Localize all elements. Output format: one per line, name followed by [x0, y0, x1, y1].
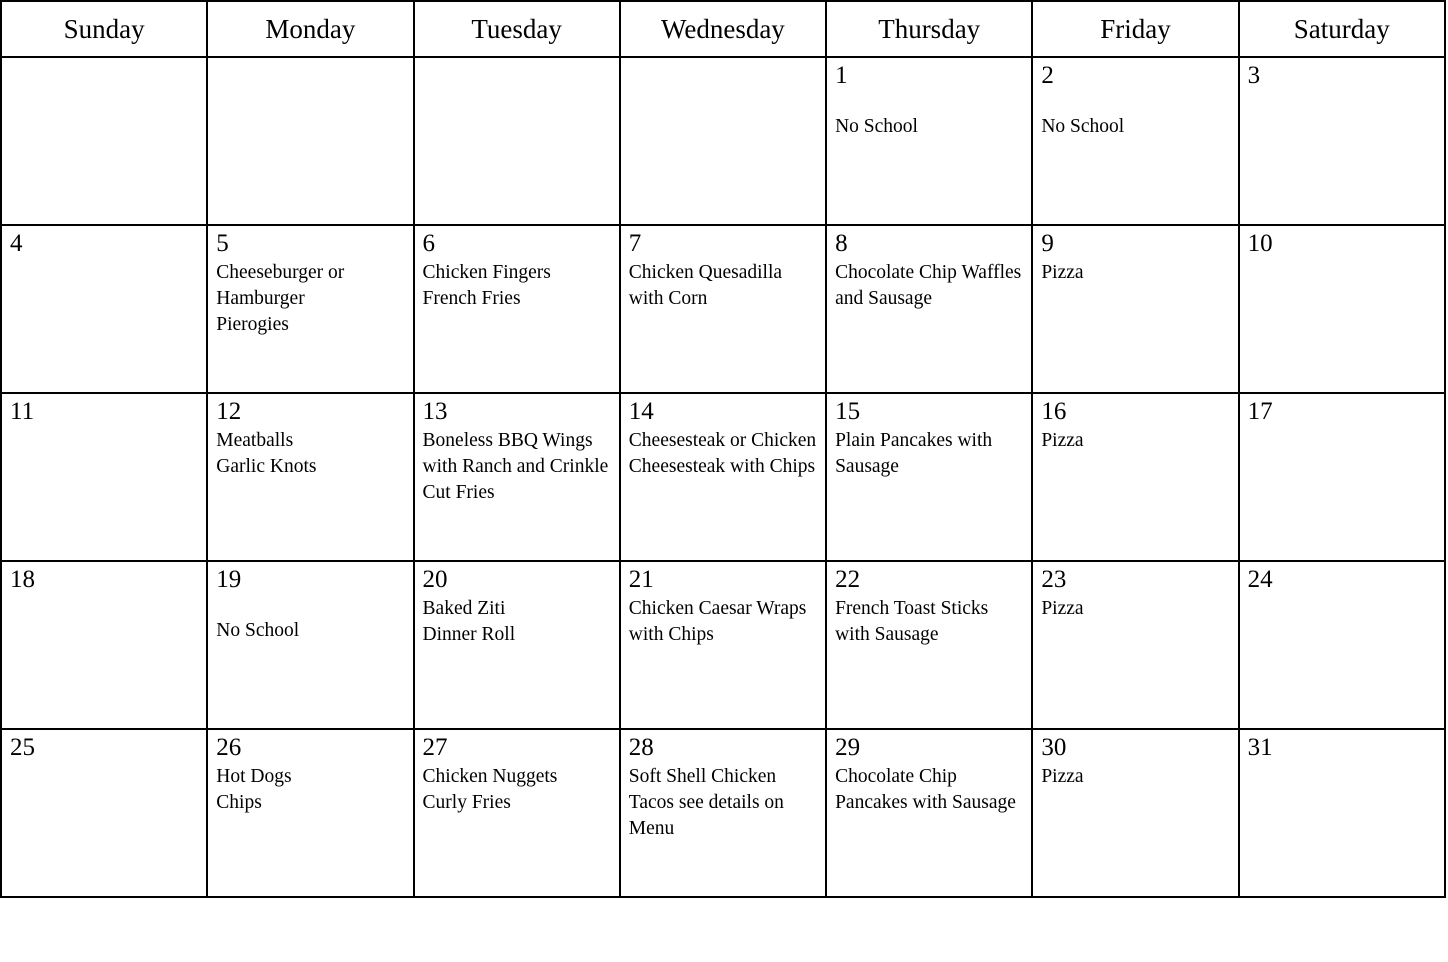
day-number: 8 [835, 230, 848, 257]
calendar-empty-cell[interactable] [620, 57, 826, 225]
day-number: 26 [216, 734, 242, 761]
calendar-day-cell[interactable] [1239, 57, 1445, 225]
day-number: 3 [1247, 62, 1261, 89]
calendar-empty-cell[interactable] [414, 57, 620, 225]
day-number: 17 [1247, 398, 1273, 425]
day-event-text: Chicken Quesadilla with Corn [628, 262, 783, 309]
calendar-day-cell[interactable] [826, 57, 1032, 225]
weekday-header-monday: Monday [207, 1, 413, 57]
day-number: 7 [628, 230, 642, 257]
day-number: 23 [1041, 566, 1067, 593]
day-number: 30 [1041, 734, 1067, 761]
day-event-text: Dinner Roll [422, 624, 516, 645]
weekday-header-tuesday: Tuesday [414, 1, 620, 57]
day-number: 14 [628, 398, 654, 425]
calendar-day-cell[interactable] [414, 561, 620, 729]
day-event-text: Baked Ziti [422, 598, 506, 619]
day-number: 27 [422, 734, 448, 761]
day-event-text: Chicken Fingers [422, 262, 551, 283]
calendar-day-cell[interactable] [826, 225, 1032, 393]
calendar-day-cell[interactable] [826, 561, 1032, 729]
calendar-day-cell[interactable] [414, 729, 620, 897]
calendar-day-cell[interactable] [207, 561, 413, 729]
weekday-header-saturday: Saturday [1239, 1, 1445, 57]
day-event-text: Cheeseburger or Hamburger [216, 262, 345, 309]
day-event-text: Meatballs [216, 430, 294, 451]
top-divider [0, 0, 430, 2]
day-event-text: Boneless BBQ Wings with Ranch and Crinkle Cut Fries [422, 430, 609, 503]
weekday-header-friday: Friday [1032, 1, 1238, 57]
calendar-day-cell[interactable] [1032, 729, 1238, 897]
day-event-text: Pizza [1041, 766, 1084, 787]
calendar-day-cell[interactable] [1239, 225, 1445, 393]
day-number: 25 [10, 734, 35, 761]
day-number: 4 [10, 230, 23, 257]
calendar-week-row [1, 225, 1445, 393]
calendar-day-cell[interactable] [414, 225, 620, 393]
day-event-text: Cheesesteak or Chicken Cheesesteak with Chips [628, 430, 817, 477]
day-number: 28 [628, 734, 654, 761]
day-number: 20 [422, 566, 448, 593]
day-event-text: Chicken Nuggets [422, 766, 558, 787]
calendar-header-row [1, 1, 1445, 57]
calendar-empty-cell[interactable] [1, 57, 207, 225]
day-number: 22 [835, 566, 861, 593]
calendar-day-cell[interactable] [1, 225, 207, 393]
calendar-day-cell[interactable] [620, 561, 826, 729]
calendar-day-cell[interactable] [620, 225, 826, 393]
weekday-header-thursday: Thursday [826, 1, 1032, 57]
empty-cell-placeholder [423, 62, 611, 63]
day-number: 24 [1247, 566, 1273, 593]
calendar-body [1, 57, 1445, 897]
calendar-day-cell[interactable] [1239, 561, 1445, 729]
calendar-day-cell[interactable] [826, 729, 1032, 897]
day-event-text: French Toast Sticks with Sausage [835, 598, 989, 645]
calendar-day-cell[interactable] [1032, 225, 1238, 393]
empty-cell-placeholder [216, 62, 404, 63]
day-event-text: Chocolate Chip Waffles and Sausage [835, 262, 1022, 309]
weekday-header-wednesday: Wednesday [620, 1, 826, 57]
day-number: 21 [628, 566, 654, 593]
day-number: 15 [835, 398, 861, 425]
day-event-text: Garlic Knots [216, 456, 317, 477]
calendar-day-cell[interactable] [826, 393, 1032, 561]
calendar-day-cell[interactable] [207, 393, 413, 561]
day-event-text: French Fries [422, 288, 521, 309]
day-event-text: Curly Fries [422, 792, 511, 813]
day-event-text: Pizza [1041, 430, 1084, 451]
weekday-header-sunday: Sunday [1, 1, 207, 57]
day-event-text: Pizza [1041, 262, 1084, 283]
day-event-text: Pizza [1041, 598, 1084, 619]
day-number: 18 [10, 566, 35, 593]
calendar-day-cell[interactable] [1032, 393, 1238, 561]
calendar-day-cell[interactable] [414, 393, 620, 561]
calendar-day-cell[interactable] [1239, 729, 1445, 897]
day-event-text: Soft Shell Chicken Tacos see details on Menu [628, 766, 784, 839]
calendar-day-cell[interactable] [1, 729, 207, 897]
calendar-week-row [1, 57, 1445, 225]
day-number: 29 [835, 734, 861, 761]
calendar-day-cell[interactable] [207, 729, 413, 897]
day-number: 16 [1041, 398, 1067, 425]
calendar-day-cell[interactable] [620, 393, 826, 561]
day-number: 31 [1247, 734, 1273, 761]
calendar-day-cell[interactable] [1032, 561, 1238, 729]
day-number: 1 [835, 62, 848, 89]
day-event-text: Plain Pancakes with Sausage [835, 430, 993, 477]
day-number: 5 [216, 230, 229, 257]
day-number: 2 [1041, 62, 1054, 89]
day-event-text: No School [216, 620, 300, 641]
day-number: 12 [216, 398, 242, 425]
day-event-text: Chicken Caesar Wraps with Chips [628, 598, 807, 645]
day-number: 19 [216, 566, 242, 593]
calendar-day-cell[interactable] [1, 561, 207, 729]
day-number: 6 [422, 230, 436, 257]
calendar-day-cell[interactable] [1, 393, 207, 561]
calendar-week-row [1, 729, 1445, 897]
day-number: 9 [1041, 230, 1054, 257]
day-event-text: Pierogies [216, 314, 289, 335]
day-event-text: Chips [216, 792, 262, 813]
calendar-empty-cell[interactable] [207, 57, 413, 225]
calendar-day-cell[interactable] [620, 729, 826, 897]
calendar-week-row [1, 393, 1445, 561]
calendar-day-cell[interactable] [1239, 393, 1445, 561]
calendar-week-row [1, 561, 1445, 729]
day-number: 10 [1247, 230, 1273, 257]
day-event-text: No School [835, 116, 918, 137]
day-event-text: Chocolate Chip Pancakes with Sausage [835, 766, 1016, 813]
day-number: 13 [422, 398, 448, 425]
empty-cell-placeholder [629, 62, 817, 63]
day-event-text: No School [1041, 116, 1125, 137]
calendar-day-cell[interactable] [207, 225, 413, 393]
day-number: 11 [10, 398, 35, 425]
calendar-day-cell[interactable] [1032, 57, 1238, 225]
empty-cell-placeholder [10, 62, 198, 63]
day-event-text: Hot Dogs [216, 766, 292, 787]
